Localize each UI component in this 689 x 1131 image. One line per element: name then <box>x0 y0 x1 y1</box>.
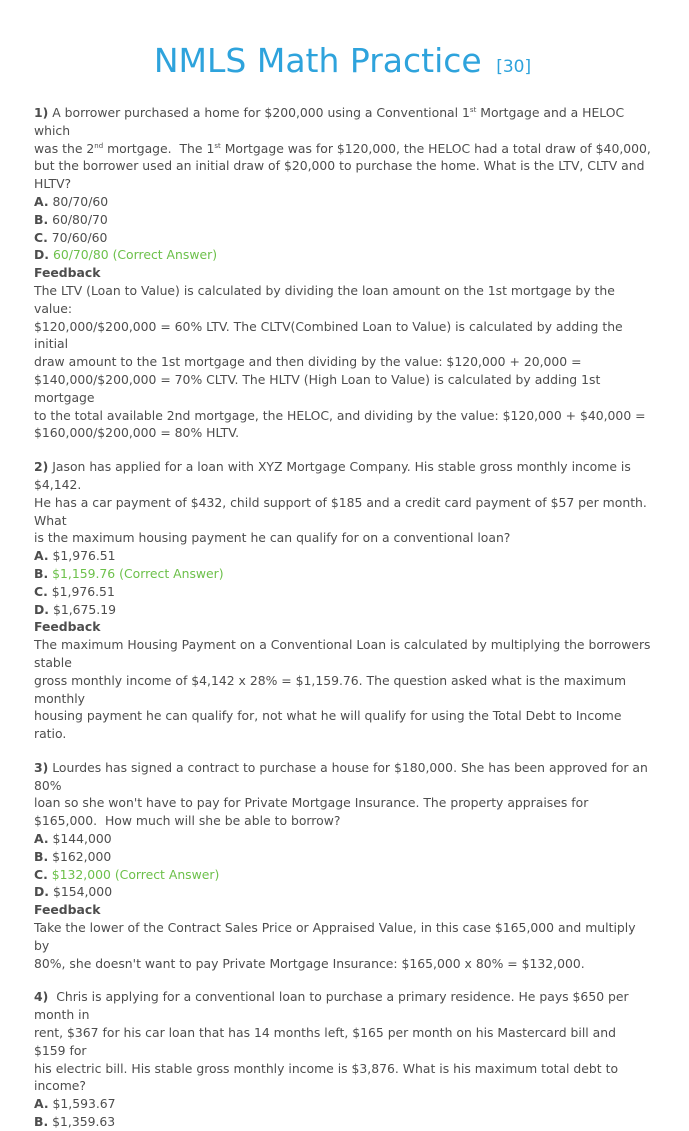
option-letter: B. <box>34 1114 49 1130</box>
feedback-text-line: $120,000/$200,000 = 60% LTV. The CLTV(Combined Loan to Value) is calculated by adding the initial <box>34 318 627 352</box>
feedback-text-line: gross monthly income of $4,142 x 28% = $1,159.76. The question asked what is the maximum monthly <box>34 672 631 706</box>
question-text: is the maximum housing payment he can qualify for on a conventional loan? <box>34 530 511 546</box>
question-text: loan so she won't have to pay for Private Mortgage Insurance. The property appraises for <box>34 795 589 811</box>
feedback-text-line: 80%, she doesn't want to pay Private Mortgage Insurance: $165,000 x 80% = $132,000. <box>34 955 585 971</box>
page-title <box>34 0 651 94</box>
question-text-line <box>34 1024 651 1060</box>
answer-option <box>34 211 651 229</box>
answer-option <box>34 601 651 619</box>
option-letter: D. <box>34 601 49 617</box>
option-text: $1,593.67 <box>52 1096 116 1112</box>
question-text: Lourdes has signed a contract to purchase a house for $180,000. She has been approved for an 80% <box>34 759 652 793</box>
option-text: $1,159.76 <box>52 565 116 581</box>
option-letter: A. <box>34 193 49 209</box>
answer-option <box>34 583 651 601</box>
question-number: 1) <box>34 105 49 120</box>
feedback-text-line: housing payment he can qualify for, not what he will qualify for using the Total Debt to Income ratio. <box>34 708 626 742</box>
feedback-text-line: draw amount to the 1st mortgage and then dividing by the value: $120,000 + 20,000 = <box>34 354 582 370</box>
option-letter: B. <box>34 848 49 864</box>
option-text: 80/70/60 <box>52 193 109 209</box>
question-text-line <box>34 759 651 795</box>
feedback-label: Feedback <box>34 902 101 918</box>
question-text: but the borrower used an initial draw of $20,000 to purchase the home. What is the LTV, CLTV and <box>34 158 645 174</box>
question-text: Chris is applying for a conventional loan to purchase a primary residence. He pays $650 per month in <box>34 989 633 1023</box>
question-text: his electric bill. His stable gross monthly income is $3,876. What is his maximum total debt to income? <box>34 1060 622 1094</box>
option-letter: B. <box>34 565 49 581</box>
feedback-text-line: Take the lower of the Contract Sales Price or Appraised Value, in this case $165,000 and multiply by <box>34 920 640 953</box>
question-text: was the 2nd mortgage. The 1st Mortgage was for $120,000, the HELOC had a total draw of $40,000, <box>34 140 651 156</box>
option-letter: D. <box>34 247 49 263</box>
option-letter: C. <box>34 866 48 882</box>
question-text-line <box>34 458 651 494</box>
title-subtitle: [30] <box>496 57 532 77</box>
option-text: $1,675.19 <box>52 601 117 617</box>
question-number: 4) <box>34 989 49 1005</box>
answer-option <box>34 229 651 247</box>
feedback-text-line: $140,000/$200,000 = 70% CLTV. The HLTV (High Loan to Value) is calculated by adding 1st mortgage <box>34 371 605 405</box>
answer-option <box>34 547 651 565</box>
option-text: $154,000 <box>52 884 113 900</box>
question-text-line <box>34 104 651 140</box>
question-text: He has a car payment of $432, child support of $185 and a credit card payment of $57 per month. What <box>34 494 651 528</box>
option-text: $1,976.51 <box>51 583 115 599</box>
answer-option <box>34 866 651 884</box>
question-text-line <box>34 175 651 193</box>
question-text-line <box>34 529 651 547</box>
question-block <box>34 458 655 743</box>
answer-option <box>34 1113 651 1131</box>
question-block <box>34 988 651 1130</box>
answer-option <box>34 565 651 583</box>
option-text: $144,000 <box>52 831 112 847</box>
question-text-line <box>34 988 651 1024</box>
question-text-line <box>34 794 651 812</box>
answer-option <box>34 246 651 264</box>
option-text: 60/80/70 <box>52 211 108 227</box>
answer-option <box>34 830 651 848</box>
question-text: $165,000. How much will she be able to borrow? <box>34 813 341 829</box>
option-text: 70/60/60 <box>51 229 108 245</box>
feedback-label: Feedback <box>34 265 101 281</box>
feedback-label: Feedback <box>34 619 101 635</box>
option-text: $162,000 <box>52 848 112 864</box>
question-block <box>34 759 651 973</box>
question-block <box>34 104 651 442</box>
correct-answer-label: (Correct Answer) <box>114 866 220 882</box>
question-text: A borrower purchased a home for $200,000 using a Conventional 1st Mortgage and a HELOC which <box>34 105 629 138</box>
option-letter: B. <box>34 211 49 227</box>
feedback-text-line: The LTV (Loan to Value) is calculated by dividing the loan amount on the 1st mortgage by the value: <box>34 282 619 316</box>
option-text: $1,359.63 <box>52 1114 116 1130</box>
question-text: Jason has applied for a loan with XYZ Mortgage Company. His stable gross monthly income is $4,142. <box>34 459 635 492</box>
feedback-text-line: The maximum Housing Payment on a Conventional Loan is calculated by multiplying the borrowers stable <box>34 637 655 670</box>
option-text: $1,976.51 <box>52 548 116 564</box>
answer-option <box>34 193 651 211</box>
option-text: 60/70/80 <box>52 247 109 263</box>
question-text-line <box>34 812 651 830</box>
option-letter: A. <box>34 548 49 564</box>
option-letter: A. <box>34 831 49 847</box>
answer-option <box>34 1095 651 1113</box>
question-text-line <box>34 157 651 175</box>
title-text: NMLS Math Practice <box>153 41 482 80</box>
question-text-line <box>34 1060 651 1096</box>
feedback-text-line: $160,000/$200,000 = 80% HLTV. <box>34 425 240 441</box>
question-number: 2) <box>34 459 49 475</box>
option-letter: C. <box>34 583 48 599</box>
correct-answer-label: (Correct Answer) <box>112 247 218 263</box>
question-text-line <box>34 140 651 158</box>
option-letter: A. <box>34 1096 49 1112</box>
answer-option <box>34 848 651 866</box>
option-letter: C. <box>34 229 48 245</box>
question-text: HLTV? <box>34 176 72 192</box>
question-number: 3) <box>34 759 49 775</box>
question-text: rent, $367 for his car loan that has 14 months left, $165 per month on his Mastercard bill and $159 for <box>34 1025 620 1058</box>
correct-answer-label: (Correct Answer) <box>119 565 224 581</box>
question-text-line <box>34 494 651 530</box>
question-list <box>34 104 655 1131</box>
option-letter: D. <box>34 884 49 900</box>
option-text: $132,000 <box>51 866 111 882</box>
feedback-text-line: to the total available 2nd mortgage, the HELOC, and dividing by the value: $120,000 + $40,000 = <box>34 407 646 423</box>
